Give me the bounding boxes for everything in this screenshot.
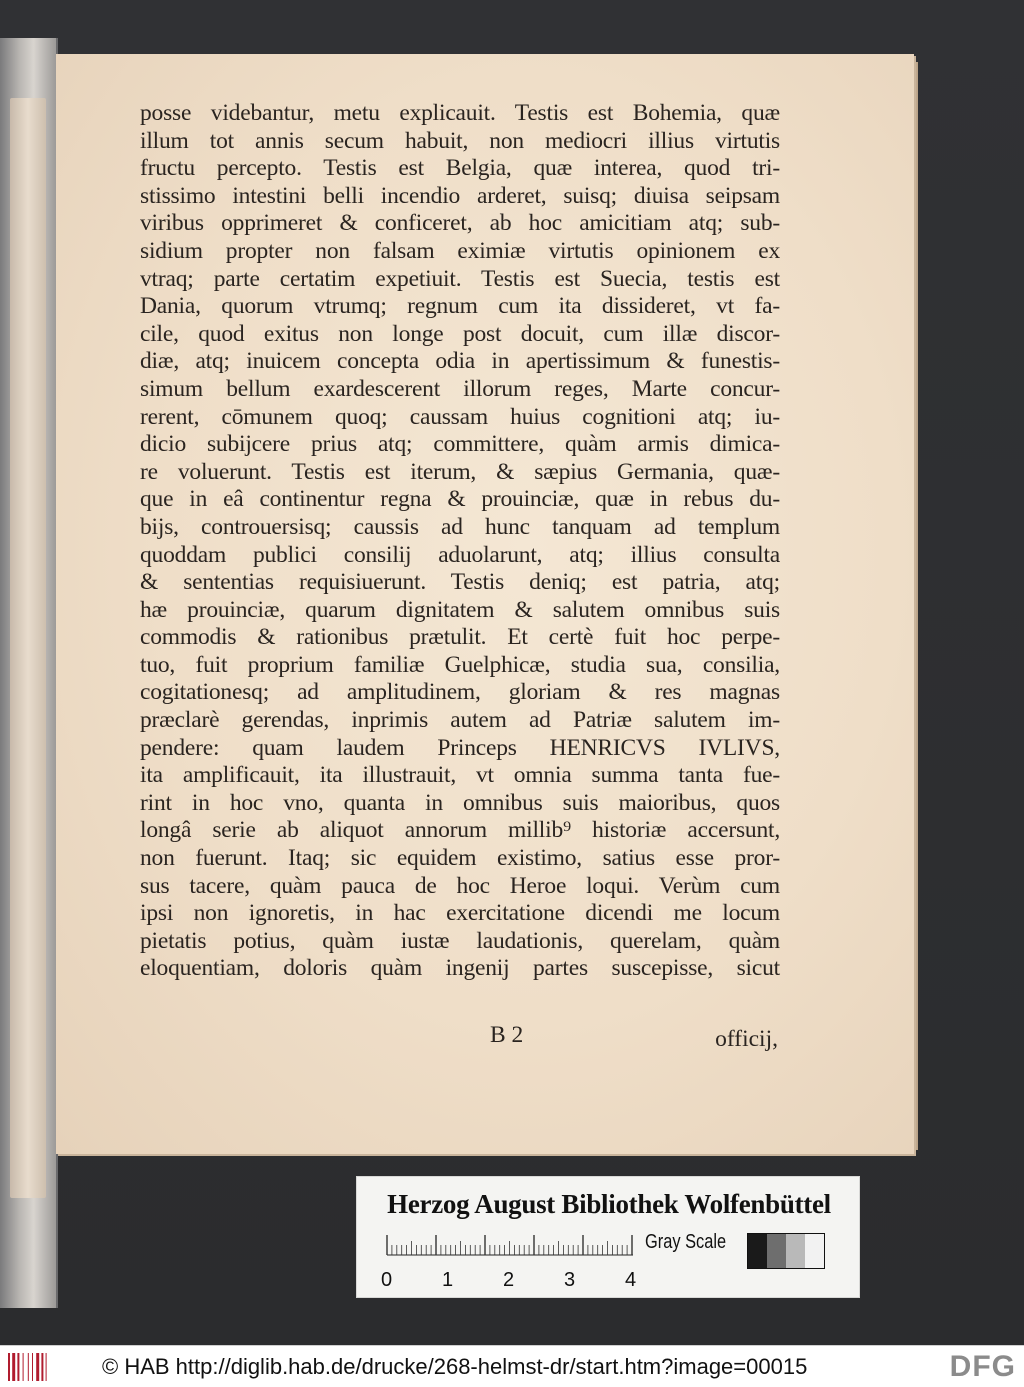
copyright-link[interactable]: © HAB http://diglib.hab.de/drucke/268-helmst-dr/start.htm?image=00015 [102,1354,808,1379]
text-line: pietatis potius, quàm iustæ laudationis, querelam, quàm [140,927,780,954]
text-line: dicio subijcere prius atq; committere, quàm armis dimica- [140,431,780,458]
ruler-number: 2 [503,1269,515,1291]
ruler-number: 0 [381,1269,393,1291]
text-line: ita amplificauit, ita illustrauit, vt omnia summa tanta fue- [140,762,780,789]
text-line: cile, quod exitus non longe post docuit, cum illæ discor- [140,320,780,347]
text-line: non fuerunt. Itaq; sic equidem existimo, satius esse pror- [140,845,780,872]
ruler-number: 1 [442,1269,454,1291]
barcode-bar [32,1353,33,1381]
barcode-bar [12,1353,15,1381]
page-text [140,100,780,983]
text-line: viribus opprimeret & conficeret, ab hoc amicitiam atq; sub- [140,210,780,237]
text-line: tuo, fuit proprium familiæ Guelphicæ, studia sua, consilia, [140,651,780,678]
previous-page-edge [10,98,46,1198]
text-line: & sententias requisiuerunt. Testis deniq; est patria, atq; [140,569,780,596]
barcode-bar [28,1353,29,1381]
text-line: Dania, quorum vtrumq; regnum cum ita dissideret, vt fa- [140,293,780,320]
text-line: commodis & rationibus prætulit. Et certè fuit hoc perpe- [140,624,780,651]
gray-scale-label: Gray Scale [645,1231,727,1253]
dfg-logo: DFG [949,1350,1016,1383]
barcode-bar [17,1353,19,1381]
text-line: quoddam publici consilij aduolarunt, atq; illius consulta [140,541,780,568]
book-binding [0,38,58,1308]
catchword: officij, [715,1026,778,1052]
viewer-footer-bar [0,1345,1024,1387]
barcode-bar [23,1353,24,1381]
library-label [356,1176,860,1298]
text-line: ipsi non ignoretis, in hac exercitatione dicendi me locum [140,900,780,927]
text-line: rerent, cōmunem quoq; caussam huius cognitioni atq; iu- [140,403,780,430]
gray-swatch [786,1234,805,1268]
ruler-number: 3 [564,1269,576,1291]
text-line: pendere: quam laudem Princeps HENRICVS IVLIVS, [140,734,780,761]
text-line: diæ, atq; inuicem concepta odia in apertissimum & funestis- [140,348,780,375]
barcode-bar [8,1353,10,1381]
text-line: sus tacere, quàm pauca de hoc Heroe loqui. Verùm cum [140,872,780,899]
text-line: re voluerunt. Testis est iterum, & sæpius Germania, quæ- [140,458,780,485]
text-line: que in eâ continentur regna & prouinciæ, quæ in rebus du- [140,486,780,513]
text-line: rint in hoc vno, quanta in omnibus suis maioribus, quos [140,789,780,816]
barcode-bar [41,1353,43,1381]
barcode-bar [36,1353,39,1381]
text-line: fructu percepto. Testis est Belgia, quæ interea, quod tri- [140,155,780,182]
text-line: hæ prouinciæ, quarum dignitatem & salutem omnibus suis [140,596,780,623]
ruler-number: 4 [625,1269,637,1291]
measurement-ruler [385,1233,635,1267]
gray-swatch [767,1234,786,1268]
page-footer [140,1022,780,1050]
text-line: illum tot annis secum habuit, non mediocri illius virtutis [140,127,780,154]
text-line: sidium propter non falsam eximiæ virtutis opinionem ex [140,237,780,264]
text-line: simum bellum exardescerent illorum reges, Marte concur- [140,375,780,402]
text-line: cogitationesq; ad amplitudinem, gloriam & res magnas [140,679,780,706]
text-line: vtraq; parte certatim expetiuit. Testis est Suecia, testis est [140,265,780,292]
gray-swatch [805,1234,824,1268]
barcode-icon [8,1353,48,1381]
barcode-bar [46,1353,47,1381]
text-line: bijs, controuersisq; caussis ad hunc tanquam ad templum [140,513,780,540]
text-line: eloquentiam, doloris quàm ingenij partes suscepisse, sicut [140,955,780,982]
text-line: stissimo intestini belli incendio arderet, suisq; diuisa seipsam [140,182,780,209]
gray-swatch [748,1234,767,1268]
gray-scale-swatches [747,1233,825,1269]
text-line: posse videbantur, metu explicauit. Testis est Bohemia, quæ [140,100,780,126]
signature-mark: B 2 [490,1022,524,1048]
library-label-title: Herzog August Bibliothek Wolfenbüttel [387,1189,831,1219]
text-line: longâ serie ab aliquot annorum millib⁹ historiæ accersunt, [140,817,780,844]
text-line: præclarè gerendas, inprimis autem ad Patriæ salutem im- [140,707,780,734]
